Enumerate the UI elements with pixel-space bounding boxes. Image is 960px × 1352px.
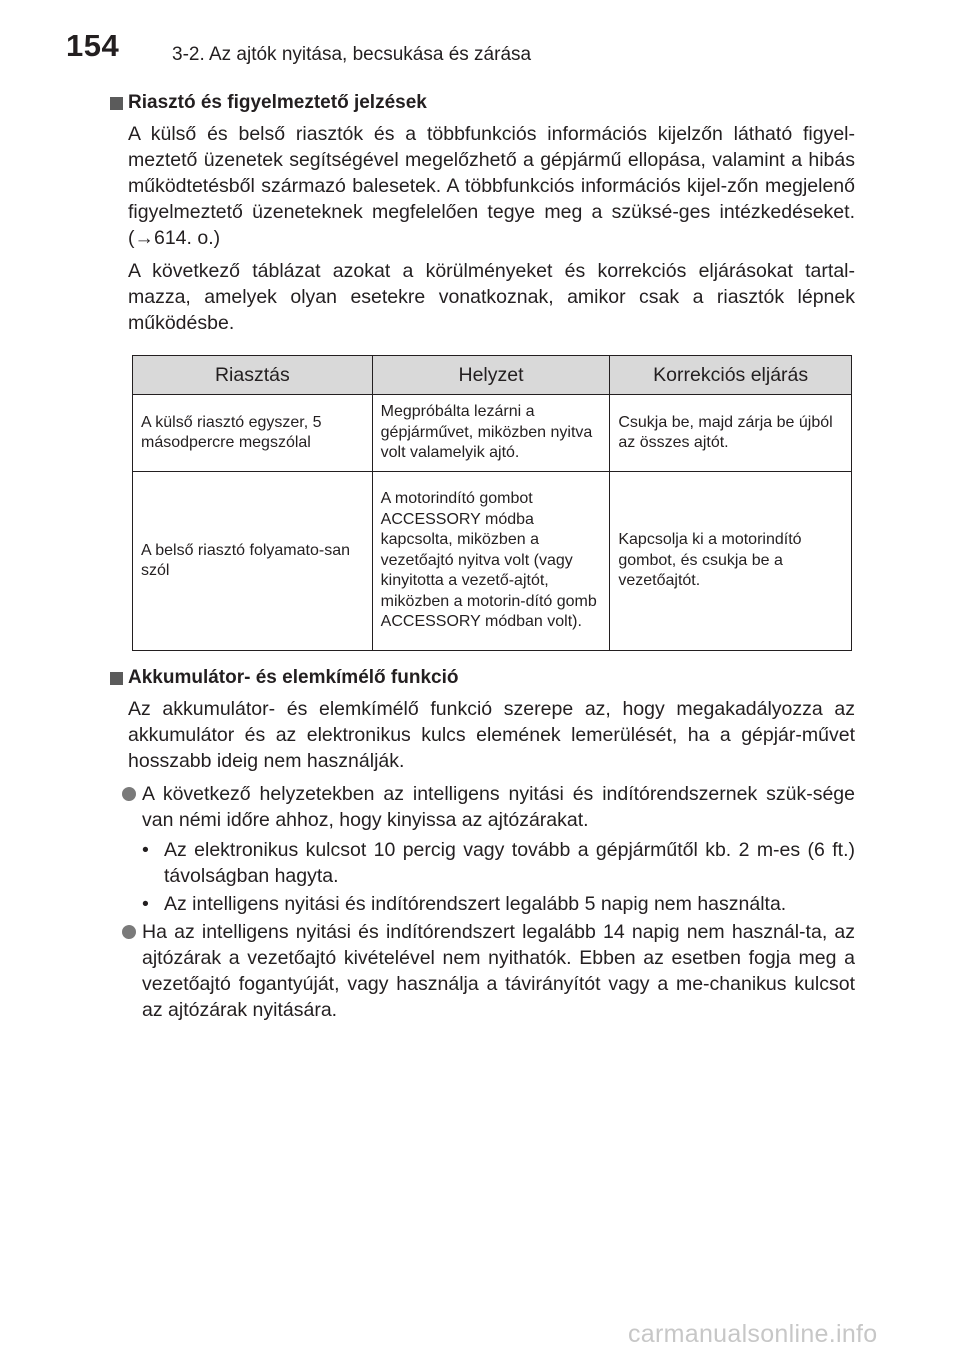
bullet-text: Ha az intelligens nyitási és indítórendszert legalább 14 napig nem használ-ta, az ajtózárak a vezetőajtó kivételével nem nyithatók. Ebben az esetben fogja meg a vezetőajtó fogantyúját, vagy használja a távirányítót vagy a me-chanikus kulcsot az ajtózárak nyitására.: [142, 921, 855, 1021]
table-row: [133, 395, 852, 472]
table-cell: A külső riasztó egyszer, 5 másodpercre megszólal: [133, 395, 373, 472]
bullet-item: [122, 919, 855, 1023]
section-title-text: Riasztó és figyelmeztető jelzések: [128, 92, 427, 113]
page-content: [110, 90, 855, 1027]
chapter-title: 3-2. Az ajtók nyitása, becsukása és zárása: [172, 44, 532, 65]
paragraph: A külső és belső riasztók és a többfunkciós információs kijelzőn látható figyel-meztető üzenetek segítségével megelőzhető a gépjármű ellopása, valamint a hibás működtetésből származó balesetek. A többfunkciós információs kijel-zőn megjelenő figyelmeztető üzeneteknek megfelelően tegye meg a szüksé-ges intézkedéseket. (→614. o.): [128, 123, 855, 249]
paragraph: A következő táblázat azokat a körülményeket és korrekciós eljárásokat tartal-mazza, amelyek olyan esetekre vonatkoznak, amikor csak a riasztók lépnek működésbe.: [128, 260, 855, 334]
column-header: Riasztás: [133, 356, 373, 395]
square-bullet-icon: [110, 97, 123, 110]
bullet-item: [122, 781, 855, 833]
table-cell: A motorindító gombot ACCESSORY módba kapcsolta, miközben a vezetőajtó nyitva volt (vagy kinyitotta a vezető-ajtót, miközben a motorin-dító gomb ACCESSORY módban volt).: [372, 472, 610, 651]
sub-bullet-text: Az intelligens nyitási és indítórendszert legalább 5 napig nem használta.: [164, 893, 787, 915]
column-header: Helyzet: [372, 356, 610, 395]
section-title-text: Akkumulátor- és elemkímélő funkció: [128, 667, 459, 688]
dot-bullet-icon: •: [142, 839, 149, 861]
sub-bullet-item: [142, 837, 855, 889]
alarm-table: [132, 355, 852, 651]
table-cell: Kapcsolja ki a motorindító gombot, és csukja be a vezetőajtót.: [610, 472, 852, 651]
section-heading-alarms: [110, 90, 855, 116]
sub-bullet-item: [142, 891, 855, 917]
circle-bullet-icon: [122, 787, 136, 801]
column-header: Korrekciós eljárás: [610, 356, 852, 395]
page-number: 154: [66, 28, 120, 63]
page-header: [0, 0, 960, 80]
table-cell: Csukja be, majd zárja be újból az összes ajtót.: [610, 395, 852, 472]
sub-bullet-text: Az elektronikus kulcsot 10 percig vagy tovább a gépjárműtől kb. 2 m-es (6 ft.) távolságban hagyta.: [164, 839, 855, 887]
square-bullet-icon: [110, 672, 123, 685]
dot-bullet-icon: •: [142, 893, 149, 915]
paragraph: Az akkumulátor- és elemkímélő funkció szerepe az, hogy megakadályozza az akkumulátor és az elektronikus kulcs elemének lemerülését, ha a gépjár-művet hosszabb ideig nem használják.: [128, 698, 855, 772]
table-cell: A belső riasztó folyamato-san szól: [133, 472, 373, 651]
section-heading-battery: [110, 665, 855, 691]
watermark: carmanualsonline.info: [628, 1320, 878, 1348]
table-header-row: [133, 356, 852, 395]
circle-bullet-icon: [122, 925, 136, 939]
bullet-text: A következő helyzetekben az intelligens nyitási és indítórendszernek szük-sége van némi időre ahhoz, hogy kinyissa az ajtózárakat.: [142, 783, 855, 831]
table-row: [133, 472, 852, 651]
header-divider: [60, 76, 900, 80]
table-cell: Megpróbálta lezárni a gépjárművet, miközben nyitva volt valamelyik ajtó.: [372, 395, 610, 472]
